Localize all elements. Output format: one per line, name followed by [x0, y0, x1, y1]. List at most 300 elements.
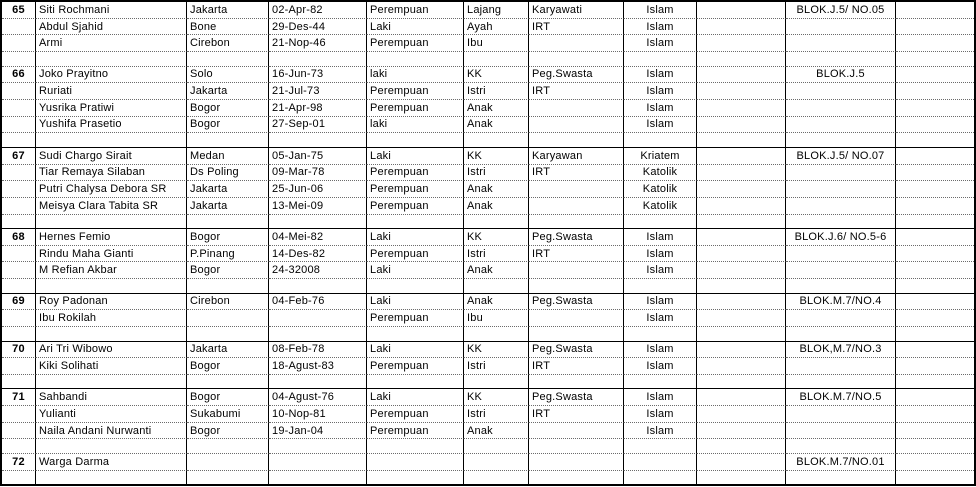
cell-extra2[interactable] [896, 357, 974, 374]
cell-city[interactable]: Bogor [187, 422, 269, 439]
cell-dob[interactable] [269, 309, 367, 326]
cell-household-no[interactable]: 65 [2, 2, 36, 18]
cell-extra1[interactable] [697, 34, 786, 51]
cell-gender[interactable]: Perempuan [367, 164, 464, 181]
cell-empty[interactable] [367, 132, 464, 147]
cell-name[interactable]: Roy Padonan [36, 293, 187, 310]
cell-empty[interactable] [786, 214, 896, 229]
cell-gender[interactable]: Laki [367, 388, 464, 405]
cell-empty[interactable] [529, 132, 624, 147]
cell-extra1[interactable] [697, 18, 786, 35]
cell-city[interactable]: Sukabumi [187, 405, 269, 422]
cell-religion[interactable]: Katolik [624, 180, 697, 197]
cell-name[interactable]: Naila Andani Nurwanti [36, 422, 187, 439]
cell-dob[interactable]: 04-Mei-82 [269, 228, 367, 245]
cell-city[interactable]: Jakarta [187, 197, 269, 214]
cell-religion[interactable]: Islam [624, 422, 697, 439]
cell-extra2[interactable] [896, 422, 974, 439]
cell-empty[interactable] [896, 438, 974, 453]
cell-empty[interactable] [187, 470, 269, 485]
cell-name[interactable]: Tiar Remaya Silaban [36, 164, 187, 181]
cell-extra2[interactable] [896, 180, 974, 197]
cell-empty[interactable] [896, 51, 974, 66]
cell-empty[interactable] [896, 214, 974, 229]
cell-city[interactable] [187, 309, 269, 326]
cell-name[interactable]: Hernes Femio [36, 228, 187, 245]
cell-empty[interactable] [697, 51, 786, 66]
cell-gender[interactable] [367, 453, 464, 470]
cell-religion[interactable]: Islam [624, 2, 697, 18]
cell-extra2[interactable] [896, 388, 974, 405]
cell-empty[interactable] [36, 278, 187, 293]
cell-gender[interactable]: laki [367, 116, 464, 133]
cell-job[interactable] [529, 99, 624, 116]
cell-gender[interactable]: Perempuan [367, 82, 464, 99]
cell-job[interactable] [529, 309, 624, 326]
cell-empty[interactable] [367, 51, 464, 66]
cell-extra2[interactable] [896, 341, 974, 358]
cell-dob[interactable]: 10-Nop-81 [269, 405, 367, 422]
cell-empty[interactable] [464, 374, 529, 389]
cell-gender[interactable]: Laki [367, 261, 464, 278]
cell-extra1[interactable] [697, 309, 786, 326]
cell-religion[interactable]: Islam [624, 405, 697, 422]
cell-empty[interactable] [624, 132, 697, 147]
cell-gender[interactable]: Laki [367, 341, 464, 358]
cell-household-no[interactable]: 69 [2, 293, 36, 310]
cell-dob[interactable]: 21-Apr-98 [269, 99, 367, 116]
cell-household-no[interactable]: 67 [2, 147, 36, 164]
cell-city[interactable]: Bogor [187, 388, 269, 405]
cell-empty[interactable] [269, 438, 367, 453]
cell-empty[interactable] [529, 214, 624, 229]
cell-gender[interactable]: Laki [367, 147, 464, 164]
cell-dob[interactable]: 27-Sep-01 [269, 116, 367, 133]
cell-dob[interactable]: 09-Mar-78 [269, 164, 367, 181]
cell-household-no[interactable] [2, 82, 36, 99]
cell-dob[interactable]: 04-Agust-76 [269, 388, 367, 405]
cell-empty[interactable] [36, 326, 187, 341]
cell-dob[interactable]: 19-Jan-04 [269, 422, 367, 439]
cell-religion[interactable]: Islam [624, 99, 697, 116]
cell-empty[interactable] [786, 278, 896, 293]
cell-empty[interactable] [367, 278, 464, 293]
cell-block[interactable] [786, 99, 896, 116]
cell-religion[interactable]: Katolik [624, 197, 697, 214]
cell-empty[interactable] [464, 438, 529, 453]
cell-empty[interactable] [269, 132, 367, 147]
cell-city[interactable]: Jakarta [187, 82, 269, 99]
cell-extra1[interactable] [697, 180, 786, 197]
cell-gender[interactable]: Perempuan [367, 2, 464, 18]
cell-empty[interactable] [187, 214, 269, 229]
cell-empty[interactable] [187, 374, 269, 389]
cell-extra1[interactable] [697, 66, 786, 83]
cell-city[interactable]: Bogor [187, 261, 269, 278]
cell-block[interactable]: BLOK,M.7/NO.3 [786, 341, 896, 358]
cell-extra2[interactable] [896, 453, 974, 470]
cell-extra1[interactable] [697, 341, 786, 358]
cell-empty[interactable] [367, 374, 464, 389]
cell-household-no[interactable] [2, 180, 36, 197]
cell-extra1[interactable] [697, 388, 786, 405]
cell-block[interactable]: BLOK.J.5 [786, 66, 896, 83]
cell-empty[interactable] [2, 51, 36, 66]
cell-empty[interactable] [2, 214, 36, 229]
cell-extra1[interactable] [697, 422, 786, 439]
cell-empty[interactable] [697, 278, 786, 293]
cell-religion[interactable]: Islam [624, 357, 697, 374]
cell-empty[interactable] [529, 51, 624, 66]
cell-empty[interactable] [464, 132, 529, 147]
cell-name[interactable]: Abdul Sjahid [36, 18, 187, 35]
cell-empty[interactable] [36, 470, 187, 485]
cell-empty[interactable] [269, 51, 367, 66]
cell-empty[interactable] [896, 326, 974, 341]
cell-extra2[interactable] [896, 293, 974, 310]
cell-name[interactable]: Siti Rochmani [36, 2, 187, 18]
cell-name[interactable]: M Refian Akbar [36, 261, 187, 278]
cell-dob[interactable]: 25-Jun-06 [269, 180, 367, 197]
cell-name[interactable]: Yushifa Prasetio [36, 116, 187, 133]
cell-gender[interactable]: Perempuan [367, 357, 464, 374]
cell-extra2[interactable] [896, 34, 974, 51]
cell-gender[interactable]: Perempuan [367, 99, 464, 116]
cell-household-no[interactable] [2, 261, 36, 278]
cell-name[interactable]: Sudi Chargo Sirait [36, 147, 187, 164]
cell-status[interactable]: Anak [464, 197, 529, 214]
cell-name[interactable]: Meisya Clara Tabita SR [36, 197, 187, 214]
cell-job[interactable]: Peg.Swasta [529, 388, 624, 405]
cell-empty[interactable] [896, 132, 974, 147]
cell-religion[interactable]: Islam [624, 82, 697, 99]
cell-extra1[interactable] [697, 99, 786, 116]
cell-extra1[interactable] [697, 245, 786, 262]
cell-extra2[interactable] [896, 309, 974, 326]
cell-extra1[interactable] [697, 293, 786, 310]
cell-extra2[interactable] [896, 228, 974, 245]
cell-empty[interactable] [464, 470, 529, 485]
cell-empty[interactable] [624, 326, 697, 341]
cell-status[interactable]: KK [464, 66, 529, 83]
cell-block[interactable]: BLOK.J.5/ NO.07 [786, 147, 896, 164]
cell-empty[interactable] [624, 470, 697, 485]
cell-block[interactable]: BLOK.J.6/ NO.5-6 [786, 228, 896, 245]
cell-status[interactable]: Anak [464, 293, 529, 310]
cell-name[interactable]: Warga Darma [36, 453, 187, 470]
cell-job[interactable] [529, 261, 624, 278]
cell-empty[interactable] [786, 438, 896, 453]
cell-job[interactable]: IRT [529, 357, 624, 374]
cell-job[interactable]: IRT [529, 82, 624, 99]
cell-extra1[interactable] [697, 116, 786, 133]
cell-job[interactable]: Peg.Swasta [529, 293, 624, 310]
cell-religion[interactable]: Islam [624, 388, 697, 405]
cell-empty[interactable] [2, 374, 36, 389]
cell-block[interactable] [786, 261, 896, 278]
cell-empty[interactable] [697, 374, 786, 389]
cell-empty[interactable] [187, 132, 269, 147]
cell-block[interactable] [786, 405, 896, 422]
cell-city[interactable]: Bogor [187, 116, 269, 133]
cell-household-no[interactable] [2, 116, 36, 133]
cell-extra2[interactable] [896, 18, 974, 35]
cell-empty[interactable] [367, 438, 464, 453]
cell-status[interactable]: Istri [464, 82, 529, 99]
cell-empty[interactable] [464, 326, 529, 341]
cell-job[interactable] [529, 197, 624, 214]
cell-empty[interactable] [36, 51, 187, 66]
cell-job[interactable]: Karyawati [529, 2, 624, 18]
cell-religion[interactable]: Katolik [624, 164, 697, 181]
cell-extra1[interactable] [697, 147, 786, 164]
cell-block[interactable] [786, 116, 896, 133]
cell-gender[interactable]: Laki [367, 18, 464, 35]
cell-extra2[interactable] [896, 164, 974, 181]
cell-extra2[interactable] [896, 82, 974, 99]
cell-household-no[interactable]: 68 [2, 228, 36, 245]
cell-job[interactable] [529, 34, 624, 51]
cell-extra2[interactable] [896, 2, 974, 18]
cell-empty[interactable] [464, 51, 529, 66]
cell-empty[interactable] [269, 326, 367, 341]
cell-gender[interactable]: Perempuan [367, 422, 464, 439]
cell-gender[interactable]: Laki [367, 228, 464, 245]
cell-extra2[interactable] [896, 245, 974, 262]
cell-status[interactable]: Istri [464, 245, 529, 262]
cell-empty[interactable] [896, 374, 974, 389]
cell-block[interactable] [786, 164, 896, 181]
cell-religion[interactable]: Islam [624, 34, 697, 51]
cell-dob[interactable]: 05-Jan-75 [269, 147, 367, 164]
cell-empty[interactable] [367, 326, 464, 341]
cell-status[interactable]: Anak [464, 261, 529, 278]
cell-empty[interactable] [367, 214, 464, 229]
cell-extra2[interactable] [896, 405, 974, 422]
cell-empty[interactable] [697, 438, 786, 453]
cell-household-no[interactable]: 70 [2, 341, 36, 358]
cell-job[interactable]: IRT [529, 405, 624, 422]
cell-city[interactable]: Jakarta [187, 180, 269, 197]
cell-city[interactable]: Cirebon [187, 293, 269, 310]
cell-household-no[interactable] [2, 357, 36, 374]
cell-empty[interactable] [786, 326, 896, 341]
cell-name[interactable]: Ibu Rokilah [36, 309, 187, 326]
cell-status[interactable]: Ibu [464, 309, 529, 326]
cell-status[interactable]: Ibu [464, 34, 529, 51]
cell-empty[interactable] [529, 438, 624, 453]
cell-dob[interactable]: 02-Apr-82 [269, 2, 367, 18]
cell-extra1[interactable] [697, 2, 786, 18]
cell-block[interactable] [786, 34, 896, 51]
cell-empty[interactable] [269, 278, 367, 293]
cell-empty[interactable] [786, 374, 896, 389]
cell-name[interactable]: Armi [36, 34, 187, 51]
cell-religion[interactable]: Islam [624, 245, 697, 262]
cell-extra2[interactable] [896, 261, 974, 278]
cell-name[interactable]: Rindu Maha Gianti [36, 245, 187, 262]
cell-dob[interactable]: 21-Nop-46 [269, 34, 367, 51]
cell-city[interactable]: Jakarta [187, 2, 269, 18]
cell-block[interactable]: BLOK.J.5/ NO.05 [786, 2, 896, 18]
cell-dob[interactable] [269, 453, 367, 470]
cell-household-no[interactable] [2, 34, 36, 51]
cell-gender[interactable]: Perempuan [367, 405, 464, 422]
cell-household-no[interactable]: 66 [2, 66, 36, 83]
cell-status[interactable]: Anak [464, 99, 529, 116]
cell-empty[interactable] [697, 326, 786, 341]
cell-extra2[interactable] [896, 147, 974, 164]
cell-empty[interactable] [2, 132, 36, 147]
cell-status[interactable] [464, 453, 529, 470]
cell-religion[interactable] [624, 453, 697, 470]
cell-extra2[interactable] [896, 197, 974, 214]
cell-city[interactable]: Bogor [187, 99, 269, 116]
cell-dob[interactable]: 29-Des-44 [269, 18, 367, 35]
cell-household-no[interactable] [2, 245, 36, 262]
cell-dob[interactable]: 08-Feb-78 [269, 341, 367, 358]
cell-gender[interactable]: Laki [367, 293, 464, 310]
cell-job[interactable]: Peg.Swasta [529, 228, 624, 245]
cell-block[interactable] [786, 180, 896, 197]
cell-status[interactable]: Anak [464, 116, 529, 133]
cell-job[interactable]: IRT [529, 18, 624, 35]
cell-status[interactable]: Istri [464, 405, 529, 422]
cell-empty[interactable] [36, 132, 187, 147]
cell-block[interactable] [786, 357, 896, 374]
cell-job[interactable] [529, 116, 624, 133]
cell-empty[interactable] [36, 438, 187, 453]
cell-city[interactable] [187, 453, 269, 470]
cell-religion[interactable]: Islam [624, 66, 697, 83]
cell-religion[interactable]: Islam [624, 18, 697, 35]
cell-job[interactable]: IRT [529, 245, 624, 262]
cell-empty[interactable] [464, 278, 529, 293]
cell-empty[interactable] [2, 326, 36, 341]
cell-city[interactable]: Bone [187, 18, 269, 35]
cell-name[interactable]: Yusrika Pratiwi [36, 99, 187, 116]
cell-household-no[interactable] [2, 99, 36, 116]
cell-extra1[interactable] [697, 405, 786, 422]
cell-empty[interactable] [269, 470, 367, 485]
cell-job[interactable]: Peg.Swasta [529, 66, 624, 83]
cell-dob[interactable]: 04-Feb-76 [269, 293, 367, 310]
cell-city[interactable]: Bogor [187, 357, 269, 374]
cell-job[interactable]: Karyawan [529, 147, 624, 164]
cell-block[interactable] [786, 18, 896, 35]
cell-empty[interactable] [2, 438, 36, 453]
cell-empty[interactable] [464, 214, 529, 229]
cell-dob[interactable]: 21-Jul-73 [269, 82, 367, 99]
cell-gender[interactable]: Perempuan [367, 245, 464, 262]
cell-dob[interactable]: 14-Des-82 [269, 245, 367, 262]
cell-empty[interactable] [367, 470, 464, 485]
cell-household-no[interactable] [2, 422, 36, 439]
cell-block[interactable] [786, 309, 896, 326]
cell-empty[interactable] [269, 374, 367, 389]
cell-empty[interactable] [529, 326, 624, 341]
cell-extra1[interactable] [697, 82, 786, 99]
cell-religion[interactable]: Islam [624, 309, 697, 326]
cell-name[interactable]: Putri Chalysa Debora SR [36, 180, 187, 197]
cell-empty[interactable] [697, 214, 786, 229]
cell-empty[interactable] [624, 51, 697, 66]
cell-extra2[interactable] [896, 99, 974, 116]
cell-job[interactable]: IRT [529, 164, 624, 181]
cell-extra1[interactable] [697, 228, 786, 245]
cell-status[interactable]: Istri [464, 357, 529, 374]
cell-name[interactable]: Ari Tri Wibowo [36, 341, 187, 358]
cell-empty[interactable] [529, 470, 624, 485]
cell-job[interactable]: Peg.Swasta [529, 341, 624, 358]
cell-empty[interactable] [187, 326, 269, 341]
cell-status[interactable]: Anak [464, 422, 529, 439]
cell-empty[interactable] [786, 132, 896, 147]
cell-empty[interactable] [187, 51, 269, 66]
cell-empty[interactable] [187, 278, 269, 293]
cell-extra2[interactable] [896, 116, 974, 133]
cell-household-no[interactable] [2, 309, 36, 326]
cell-empty[interactable] [36, 374, 187, 389]
cell-household-no[interactable] [2, 18, 36, 35]
cell-extra1[interactable] [697, 197, 786, 214]
cell-name[interactable]: Sahbandi [36, 388, 187, 405]
cell-block[interactable] [786, 197, 896, 214]
cell-city[interactable]: Cirebon [187, 34, 269, 51]
cell-household-no[interactable] [2, 405, 36, 422]
cell-extra1[interactable] [697, 357, 786, 374]
cell-block[interactable] [786, 245, 896, 262]
cell-household-no[interactable] [2, 164, 36, 181]
cell-name[interactable]: Ruriati [36, 82, 187, 99]
cell-status[interactable]: KK [464, 147, 529, 164]
cell-empty[interactable] [697, 470, 786, 485]
cell-empty[interactable] [269, 214, 367, 229]
cell-empty[interactable] [786, 470, 896, 485]
cell-empty[interactable] [624, 214, 697, 229]
cell-name[interactable]: Yulianti [36, 405, 187, 422]
cell-religion[interactable]: Islam [624, 293, 697, 310]
cell-dob[interactable]: 18-Agust-83 [269, 357, 367, 374]
cell-extra2[interactable] [896, 66, 974, 83]
cell-household-no[interactable]: 72 [2, 453, 36, 470]
cell-block[interactable]: BLOK.M.7/NO.4 [786, 293, 896, 310]
cell-city[interactable]: Jakarta [187, 341, 269, 358]
cell-gender[interactable]: Perempuan [367, 309, 464, 326]
cell-empty[interactable] [529, 374, 624, 389]
cell-city[interactable]: Solo [187, 66, 269, 83]
cell-name[interactable]: Joko Prayitno [36, 66, 187, 83]
cell-block[interactable] [786, 82, 896, 99]
cell-empty[interactable] [697, 132, 786, 147]
cell-extra1[interactable] [697, 453, 786, 470]
cell-block[interactable] [786, 422, 896, 439]
cell-status[interactable]: Lajang [464, 2, 529, 18]
cell-religion[interactable]: Islam [624, 341, 697, 358]
cell-empty[interactable] [2, 470, 36, 485]
cell-city[interactable]: Bogor [187, 228, 269, 245]
cell-extra1[interactable] [697, 164, 786, 181]
cell-gender[interactable]: Perempuan [367, 197, 464, 214]
cell-dob[interactable]: 16-Jun-73 [269, 66, 367, 83]
cell-household-no[interactable] [2, 197, 36, 214]
cell-empty[interactable] [896, 278, 974, 293]
cell-religion[interactable]: Islam [624, 228, 697, 245]
cell-empty[interactable] [896, 470, 974, 485]
cell-job[interactable] [529, 453, 624, 470]
cell-empty[interactable] [36, 214, 187, 229]
cell-status[interactable]: KK [464, 388, 529, 405]
